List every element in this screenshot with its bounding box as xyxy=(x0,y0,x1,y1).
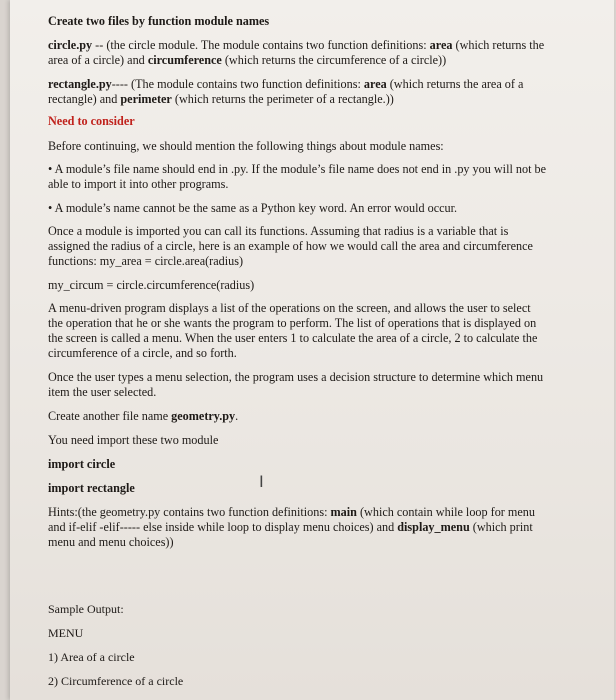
sample-menu-title: MENU xyxy=(48,626,84,640)
hints-display-menu-fn: display_menu xyxy=(397,520,470,534)
hints-main-fn: main xyxy=(330,505,357,519)
before-continuing-text: Before continuing, we should mention the following things about module names: xyxy=(48,139,444,153)
rect-text-3: (which returns the perimeter of a rectangle.)) xyxy=(171,92,394,106)
bullet-file-extension: • A module’s file name should end in .py. If the module’s file name does not end in .py you will not be able to import it into other programs. xyxy=(48,162,547,191)
geometry-file-name: geometry.py xyxy=(171,409,236,423)
need-import-text: You need import these two module xyxy=(48,433,219,447)
document-content xyxy=(48,14,548,689)
rect-perimeter-fn: perimeter xyxy=(120,92,172,106)
text-cursor-icon: I xyxy=(259,472,264,491)
import-rectangle-line: import rectangle xyxy=(48,481,135,495)
rect-area-fn: area xyxy=(363,77,387,91)
sample-menu-item-2: 2) Circumference of a circle xyxy=(48,674,184,688)
decision-structure-paragraph: Once the user types a menu selection, the program uses a decision structure to determine which menu item the user selected. xyxy=(48,370,544,399)
menu-driven-paragraph: A menu-driven program displays a list of the operations on the screen, and allows the user to select the operation that he or she wants the program to perform. The list of operations that is displayed on the screen is called a menu. When the user enters 1 to calculate the area of a circle, 2 to calculate the circumference of a circle, and so forth. xyxy=(48,301,538,360)
bullet-keyword-name: • A module’s name cannot be the same as a Python key word. An error would occur. xyxy=(48,201,458,215)
page-heading: Create two files by function module names xyxy=(48,14,270,28)
circum-example-line: my_circum = circle.circumference(radius) xyxy=(48,278,255,292)
import-circle-line: import circle xyxy=(48,457,116,471)
import-explanation: Once a module is imported you can call its functions. Assuming that radius is a variable that is assigned the radius of a circle, here is an example of how we would call the area and circumference functions: my_area = circle.area(radius) xyxy=(48,224,533,268)
document-page xyxy=(10,0,614,700)
create-prefix: Create another file name xyxy=(48,409,172,423)
circle-circumference-fn: circumference xyxy=(147,53,222,67)
sample-output-label: Sample Output: xyxy=(48,602,124,616)
hints-paragraph xyxy=(48,505,548,550)
rect-text-2: (which returns the area of a rectangle) and xyxy=(48,77,524,106)
circle-text-3: (which returns the circumference of a circle)) xyxy=(221,53,447,67)
circle-file-name: circle.py xyxy=(48,38,93,52)
rect-text-1: ---- (The module contains two function definitions: xyxy=(111,77,364,91)
hints-text-1: Hints:(the geometry.py contains two function definitions: xyxy=(48,505,331,519)
create-another-file xyxy=(48,409,548,424)
hints-text-2: (which contain while loop for menu and if-elif -elif----- else inside while loop to display menu choices) and xyxy=(48,505,535,534)
circle-text-1: -- (the circle module. The module contains two function definitions: xyxy=(92,38,430,52)
sample-menu-item-1: 1) Area of a circle xyxy=(48,650,135,664)
circle-area-fn: area xyxy=(429,38,453,52)
circle-text-2: (which returns the area of a circle) and xyxy=(48,38,545,67)
rectangle-module-paragraph xyxy=(48,77,548,107)
rectangle-file-name: rectangle.py xyxy=(48,77,112,91)
create-suffix: . xyxy=(235,409,239,423)
need-to-consider-heading: Need to consider xyxy=(48,114,135,128)
circle-module-paragraph xyxy=(48,38,548,68)
hints-text-3: (which print menu and menu choices)) xyxy=(48,520,533,549)
sample-output-block xyxy=(48,602,548,689)
